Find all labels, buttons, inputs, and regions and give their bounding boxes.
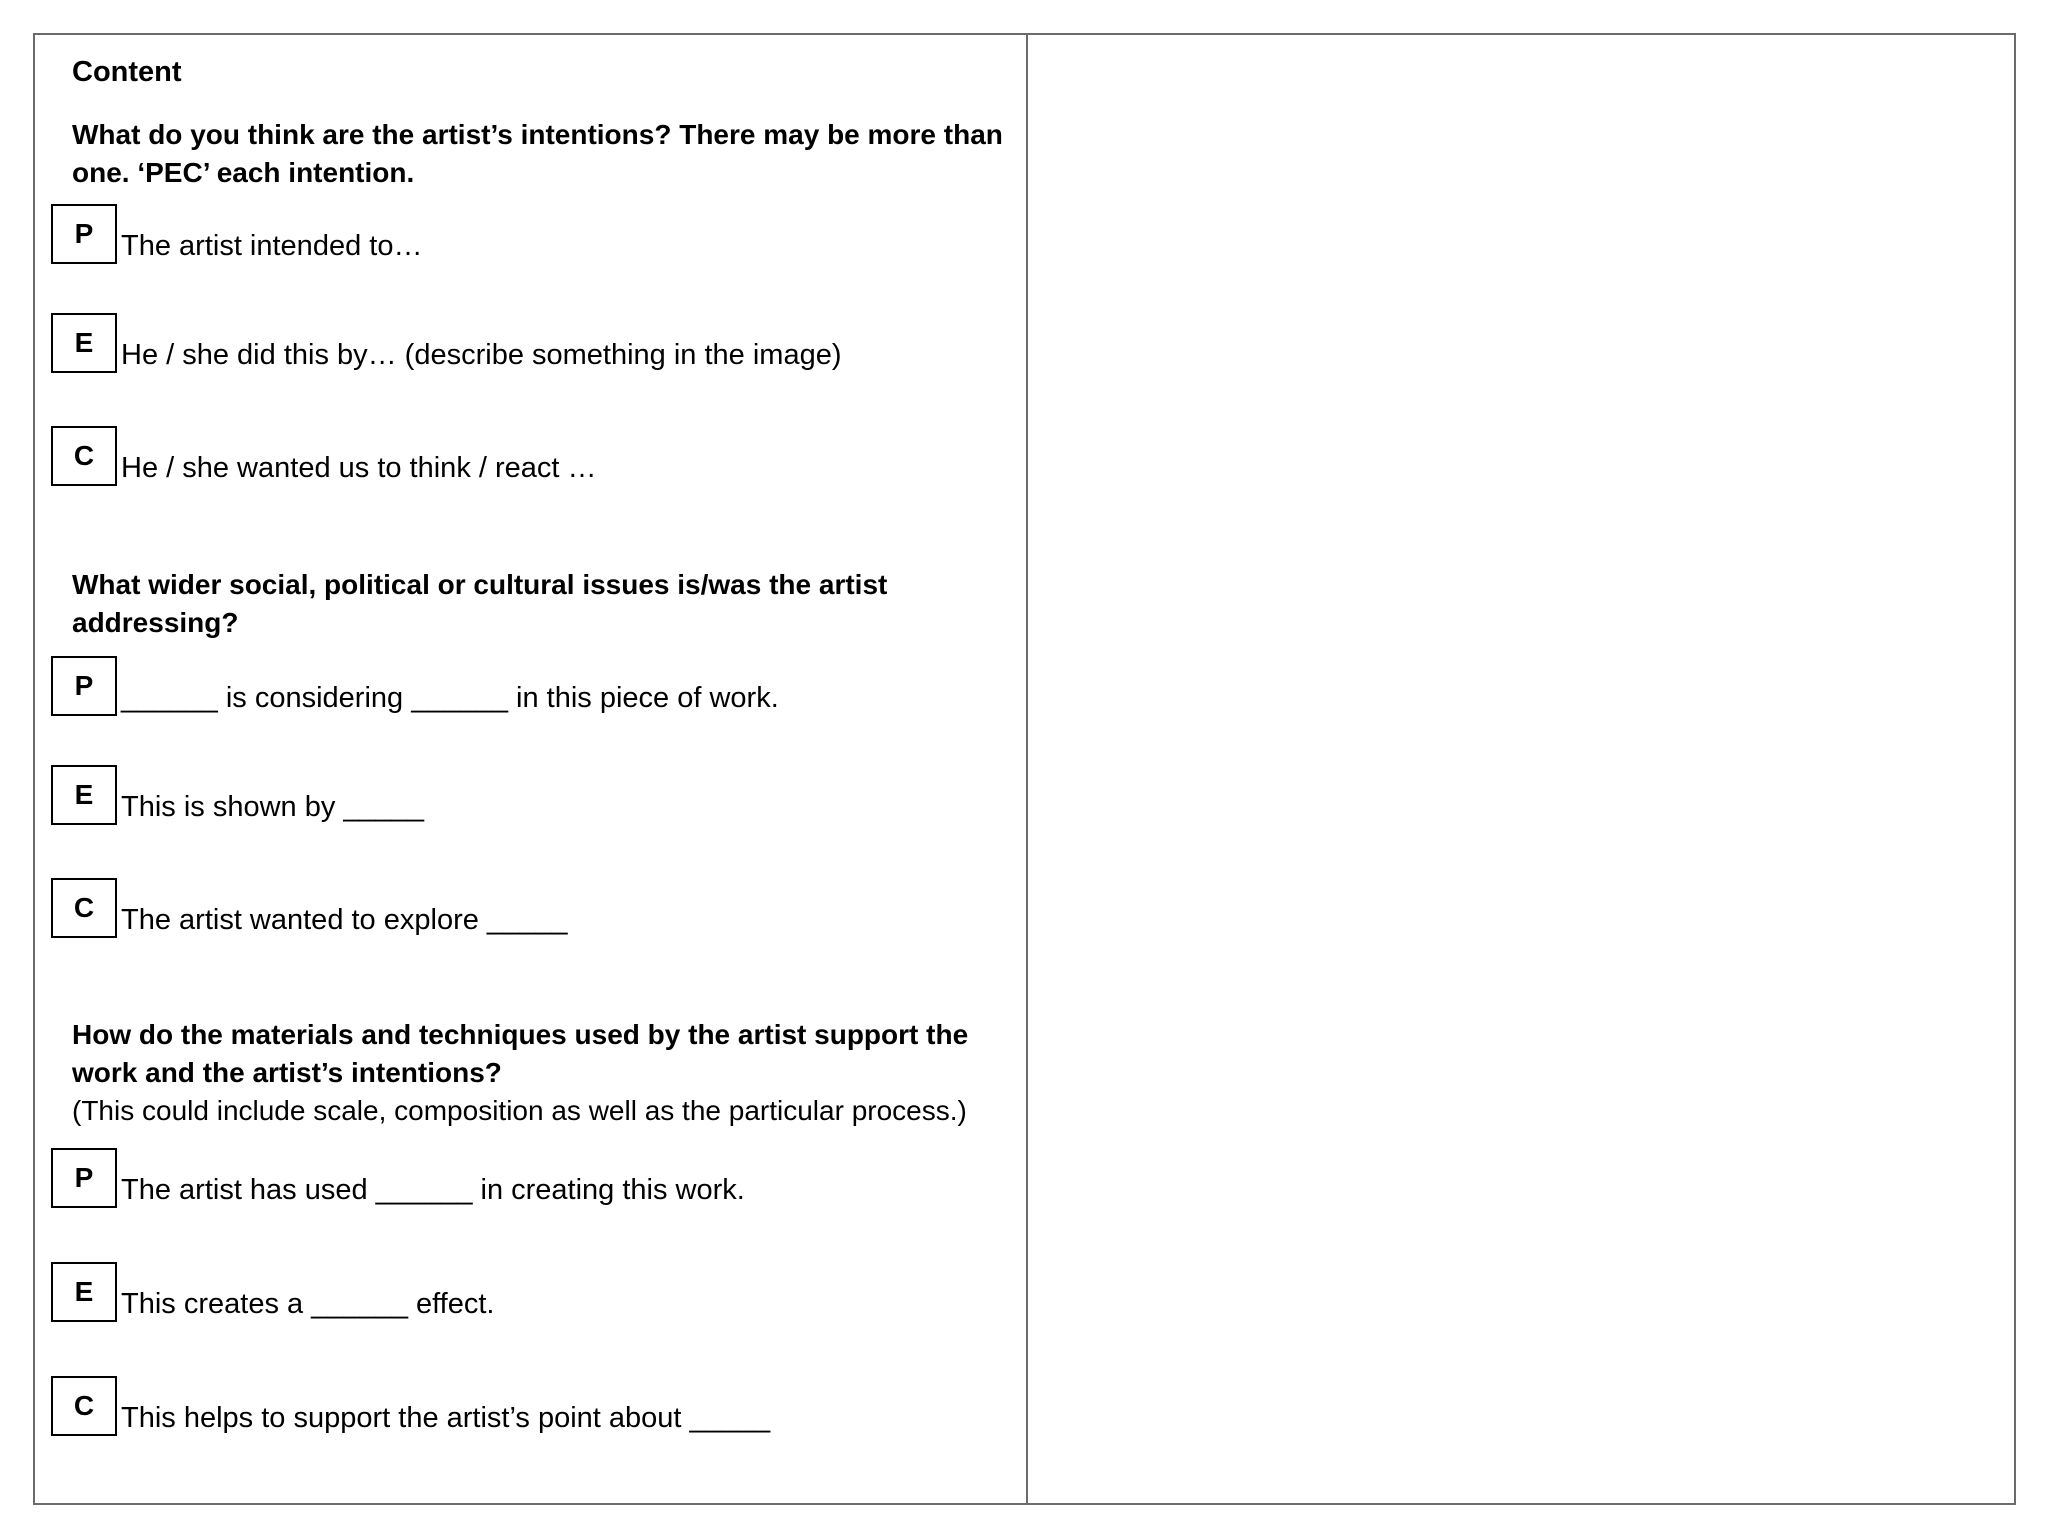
pec-prompt: He / she wanted us to think / react … <box>121 452 597 484</box>
pec-row-point <box>51 656 951 719</box>
pec-prompt: This helps to support the artist’s point about _____ <box>121 1402 771 1434</box>
pec-letter-box: E <box>51 1262 117 1322</box>
pec-prompt: The artist wanted to explore _____ <box>121 904 568 936</box>
pec-prompt: He / she did this by… (describe something in the image) <box>121 339 842 371</box>
pec-letter-box: P <box>51 1148 117 1208</box>
pec-letter-box: P <box>51 204 117 264</box>
question-note: (This could include scale, composition as well as the particular process.) <box>72 1095 967 1126</box>
pec-letter-box: C <box>51 426 117 486</box>
pec-row-comment <box>51 878 951 941</box>
pec-row-evidence <box>51 765 951 828</box>
pec-prompt: This creates a ______ effect. <box>121 1288 495 1320</box>
pec-prompt: ______ is considering ______ in this piece of work. <box>121 682 779 714</box>
pec-letter-box: E <box>51 765 117 825</box>
question-materials-techniques: How do the materials and techniques used by the artist support the work and the artist’s intentions? <box>72 1019 969 1088</box>
pec-row-point <box>51 204 951 267</box>
pec-letter-box: C <box>51 878 117 938</box>
pec-letter-box: C <box>51 1376 117 1436</box>
question-wider-issues: What wider social, political or cultural issues is/was the artist addressing? <box>72 569 888 638</box>
pec-row-comment <box>51 426 951 489</box>
pec-row-evidence <box>51 313 951 376</box>
pec-prompt: This is shown by _____ <box>121 791 425 823</box>
question-intentions: What do you think are the artist’s intentions? There may be more than one. ‘PEC’ each intention. <box>72 119 1003 188</box>
pec-row-comment <box>51 1376 951 1439</box>
column-divider <box>1026 33 1028 1505</box>
pec-prompt: The artist has used ______ in creating this work. <box>121 1174 745 1206</box>
pec-prompt: The artist intended to… <box>121 230 423 262</box>
pec-row-point <box>51 1148 951 1211</box>
page-title: Content <box>72 56 182 88</box>
pec-letter-box: E <box>51 313 117 373</box>
pec-letter-box: P <box>51 656 117 716</box>
pec-row-evidence <box>51 1262 951 1325</box>
